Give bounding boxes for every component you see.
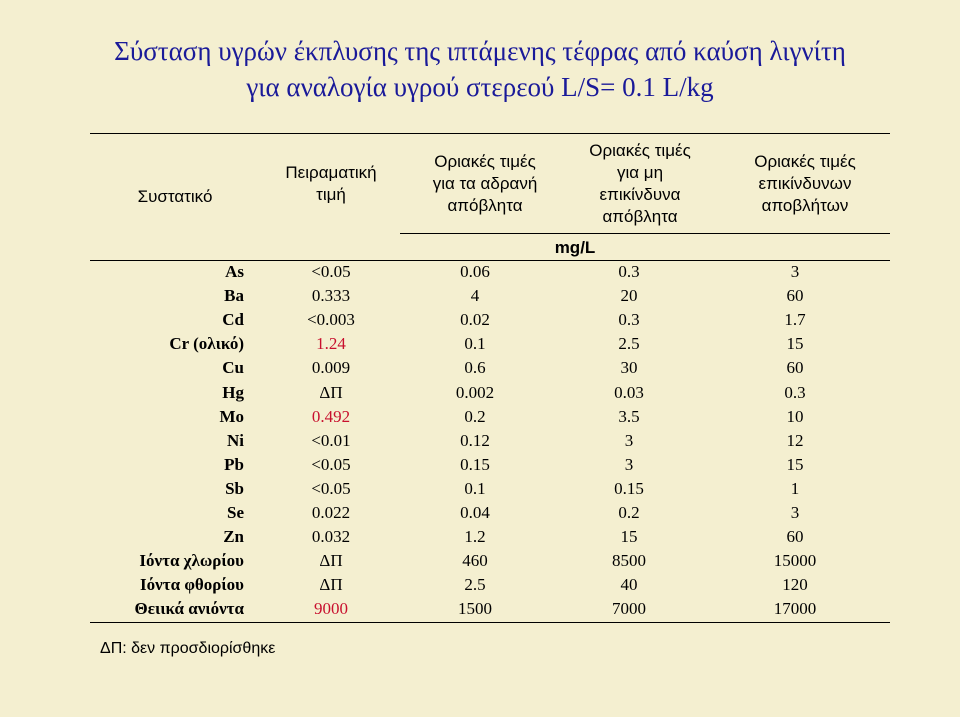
cell-experimental: 9000 [314,599,348,619]
cell-nonhazardous-limit: 30 [620,358,638,378]
cell-hazardous-limit: 15 [786,454,804,474]
cell-experimental: <0.05 [311,454,351,474]
cell-hazardous-limit: 10 [786,406,804,426]
cell-inert-limit: 0.1 [464,334,486,354]
cell-hazardous-limit: 1 [790,478,800,498]
cell-inert-limit: 0.002 [455,382,495,402]
row-label: Θειικά ανιόντα [134,599,244,619]
header-experimental: Πειραματική τιμή [285,163,377,204]
cell-experimental: 0.022 [311,503,351,522]
cell-experimental: 0.032 [311,527,351,547]
cell-inert-limit: 1500 [458,599,492,619]
cell-hazardous-limit: 60 [786,358,804,378]
cell-nonhazardous-limit: 0.3 [618,310,640,330]
cell-inert-limit: 1.2 [464,527,486,547]
cell-hazardous-limit: 17000 [773,599,817,619]
row-label: Sb [225,478,244,498]
cell-experimental: <0.05 [311,478,351,498]
cell-nonhazardous-limit: 20 [620,286,638,306]
cell-hazardous-limit: 3 [790,262,800,281]
row-label: Mo [219,406,244,426]
row-label: Cr (ολικό) [169,334,244,354]
cell-hazardous-limit: 60 [786,527,804,547]
cell-inert-limit: 0.12 [460,430,490,450]
cell-nonhazardous-limit: 15 [620,527,638,547]
cell-experimental: <0.01 [311,430,351,450]
cell-hazardous-limit: 0.3 [784,382,806,402]
cell-inert-limit: 0.1 [464,478,486,498]
cell-nonhazardous-limit: 2.5 [618,334,640,354]
cell-experimental: <0.05 [311,262,351,281]
cell-experimental: 0.333 [311,286,351,306]
cell-nonhazardous-limit: 0.03 [614,382,644,402]
cell-nonhazardous-limit: 3 [624,430,634,450]
cell-hazardous-limit: 60 [786,286,804,306]
row-label: Hg [222,382,244,402]
header-hazardous-limits: Οριακές τιμές επικίνδυνων αποβλήτων [754,152,856,215]
row-label: Ιόντα φθορίου [140,575,244,595]
cell-hazardous-limit: 15 [786,334,804,354]
cell-inert-limit: 4 [470,286,480,306]
cell-experimental: <0.003 [307,310,355,330]
table-top-rule [90,133,890,134]
cell-hazardous-limit: 3 [790,503,800,522]
cell-nonhazardous-limit: 3 [624,454,634,474]
cell-inert-limit: 460 [462,551,488,571]
cell-experimental: ΔΠ [319,551,343,571]
cell-nonhazardous-limit: 0.3 [618,262,640,281]
unit-label: mg/L [554,238,596,257]
header-inert-limits: Οριακές τιμές για τα αδρανή απόβλητα [432,152,538,215]
cell-inert-limit: 0.06 [460,262,490,281]
row-label: Se [227,503,244,522]
slide-title-line2: για αναλογία υγρού στερεού L/S= 0.1 L/kg [246,72,714,102]
row-label: Zn [223,527,244,547]
cell-nonhazardous-limit: 0.15 [614,478,644,498]
cell-hazardous-limit: 15000 [773,551,817,571]
cell-nonhazardous-limit: 0.2 [618,503,640,522]
table-bottom-rule [90,622,890,623]
header-component: Συστατικό [137,187,213,206]
cell-inert-limit: 2.5 [464,575,486,595]
cell-experimental: ΔΠ [319,575,343,595]
cell-experimental: ΔΠ [319,382,343,402]
cell-nonhazardous-limit: 8500 [612,551,646,571]
cell-hazardous-limit: 12 [786,430,804,450]
row-label: Ni [227,430,244,450]
row-label: Ba [224,286,244,306]
row-label: Pb [224,454,244,474]
cell-inert-limit: 0.15 [460,454,490,474]
row-label: Ιόντα χλωρίου [139,551,244,571]
unit-rule [400,233,890,234]
slide-title-line1: Σύσταση υγρών έκπλυσης της ιπτάμενης τέφρας από καύση λιγνίτη [114,36,846,66]
cell-hazardous-limit: 120 [782,575,808,595]
header-nonhazardous-limits: Οριακές τιμές για μη επικίνδυνα απόβλητα [589,141,691,226]
cell-nonhazardous-limit: 7000 [612,599,646,619]
cell-inert-limit: 0.02 [460,310,490,330]
cell-nonhazardous-limit: 3.5 [618,406,640,426]
cell-nonhazardous-limit: 40 [620,575,638,595]
row-label: As [225,262,244,281]
cell-inert-limit: 0.2 [464,406,486,426]
cell-inert-limit: 0.04 [460,503,490,522]
cell-experimental: 0.009 [311,358,351,378]
cell-experimental: 1.24 [316,334,346,354]
cell-inert-limit: 0.6 [464,358,486,378]
cell-hazardous-limit: 1.7 [784,310,806,330]
cell-experimental: 0.492 [311,406,351,426]
row-label: Cd [222,310,244,330]
row-label: Cu [222,358,244,378]
footnote: ΔΠ: δεν προσδιορίσθηκε [100,640,276,657]
